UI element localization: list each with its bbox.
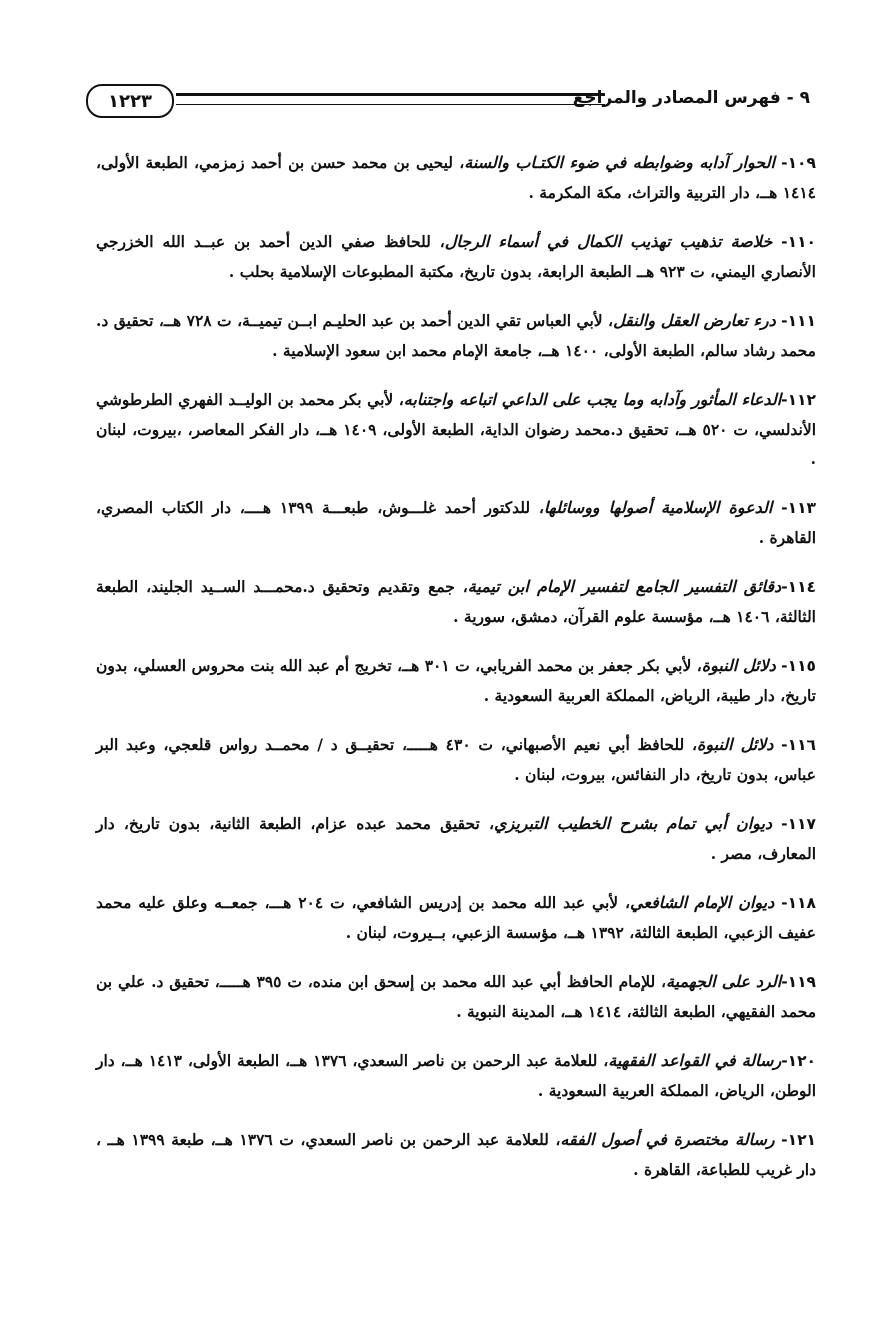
entry-title: ديوان الإمام الشافعي — [630, 892, 775, 912]
entry-number: ١١٩- — [781, 972, 817, 991]
entry-title: دلائل النبوة — [701, 655, 776, 675]
header-rule — [176, 93, 605, 105]
running-header-title: ٩ - فهرس المصادر والمراجع — [572, 88, 810, 108]
entry-details: ، للعلامة عبد الرحمن بن ناصر السعدي، ١٣٧٦ هــ، الطبعة الأولى، ١٤١٣ هــ، دار الوطن، الرياض، المملكة العربية السعودية . — [96, 1050, 816, 1100]
entry-details: ، للعلامة عبد الرحمن بن ناصر السعدي، ت ١٣٧٦ هــ، طبعة ١٣٩٩ هــ ، دار غريب للطباعة، القاهرة . — [96, 1129, 816, 1179]
entry-number: ١١٥- — [775, 656, 816, 675]
entry-details: ، لأبي بكر جعفر بن محمد الفريابي، ت ٣٠١ هــ، تخريج أم عبد الله بنت محروس العسلي، بدون تاريخ، دار طيبة، الرياض، المملكة العربية السعودية . — [96, 655, 816, 705]
entry-number: ١١٨- — [774, 893, 816, 912]
entry-details: ، لأبي عبد الله محمد بن إدريس الشافعي، ت ٢٠٤ هـــ، جمعــه وعلق عليه محمد عفيف الزعبي، الطبعة الثالثة، ١٣٩٢ هــ، مؤسسة الزعبي، بــيروت، لبنان . — [96, 892, 816, 942]
entry-number: ١١٤- — [781, 577, 817, 596]
entry-title: دقائق التفسير الجامع لتفسير الإمام ابن تيمية — [467, 576, 782, 596]
entry-number: ١١٧- — [772, 814, 816, 833]
entry-title: ديوان أبي تمام بشرح الخطيب التبريزي — [493, 813, 773, 833]
entry-title: الدعاء المأثور وآدابه وما يجب على الداعي اتباعه واجتنابه — [403, 389, 782, 409]
bibliography-entry — [96, 967, 816, 1026]
entry-number: ١١٦- — [773, 735, 816, 754]
entry-details: ، لأبي العباس تقي الدين أحمد بن عبد الحليـم ابــن تيميــة، ت ٧٢٨ هــ، تحقيق د. محمد رشاد سالم، الطبعة الأولى، ١٤٠٠ هــ، جامعة الإمام محمد ابن سعود الإسلامية . — [96, 310, 816, 360]
entry-title: رسالة مختصرة في أصول الفقه — [560, 1129, 775, 1149]
entry-details: ، للإمام الحافظ أبي عبد الله محمد بن إسحق ابن منده، ت ٣٩٥ هـــــ، تحقيق د. علي بن محمد الفقيهي، الطبعة الثالثة، ١٤١٤ هــ، المدينة النبوية . — [96, 971, 816, 1021]
entry-details: ، تحقيق محمد عبده عزام، الطبعة الثانية، بدون تاريخ، دار المعارف، مصر . — [96, 813, 816, 863]
bibliography-entry — [96, 385, 816, 473]
entry-number: ١٠٩- — [774, 153, 816, 172]
entry-details: ، للحافظ صفي الدين أحمد بن عبــد الله الخزرجي الأنصاري اليمني، ت ٩٢٣ هــ الطبعة الرابعة، بدون تاريخ، مكتبة المطبوعات الإسلامية بحلب . — [96, 231, 816, 281]
entry-number: ١١١- — [775, 311, 816, 330]
entry-number: ١٢٠- — [781, 1051, 817, 1070]
bibliography-entry — [96, 572, 816, 631]
entry-number: ١١٢- — [781, 390, 816, 409]
entry-title: رسالة في القواعد الفقهية — [608, 1050, 782, 1070]
entry-details: ، لأبي بكر محمد بن الوليــد الفهري الطرطوشي الأندلسي، ت ٥٢٠ هــ، تحقيق د.محمد رضوان الداية، الطبعة الأولى، ١٤٠٩ هــ، دار الفكر المعاصر، ،بيروت، لبنان . — [96, 389, 817, 468]
entry-title: الرد على الجهمية — [666, 971, 782, 991]
bibliography-entry — [96, 888, 816, 947]
entry-title: درء تعارض العقل والنقل — [613, 310, 776, 330]
entry-title: الحوار آدابه وضوابطه في ضوء الكتـاب والسنة — [464, 152, 775, 172]
entry-details: ، للحافظ أبي نعيم الأصبهاني، ت ٤٣٠ هـــــ، تحقيــق د / محمــد رواس قلعجي، وعبد البر عباس، بدون تاريخ، دار النفائس، بيروت، لبنان . — [96, 734, 816, 784]
entry-details: ، جمع وتقديم وتحقيق د.محمـــد الســيد الجليند، الطبعة الثالثة، ١٤٠٦ هــ، مؤسسة علوم القرآن، دمشق، سورية . — [96, 576, 816, 626]
entry-title: خلاصة تذهيب تهذيب الكمال في أسماء الرجال — [444, 231, 773, 251]
page-header — [86, 84, 810, 118]
bibliography-entry — [96, 1046, 816, 1105]
entry-number: ١١٣- — [772, 498, 816, 517]
bibliography-list — [96, 132, 816, 1204]
bibliography-entry — [96, 1125, 816, 1184]
bibliography-entry — [96, 651, 816, 710]
bibliography-entry — [96, 493, 816, 552]
entry-details: ، للدكتور أحمد غلـــوش، طبعـــة ١٣٩٩ هــــ، دار الكتاب المصري، القاهرة . — [96, 497, 816, 547]
page-number-badge: ١٢٢٣ — [86, 84, 174, 118]
bibliography-entry — [96, 809, 816, 868]
entry-title: دلائل النبوة — [697, 734, 774, 754]
bibliography-entry — [96, 730, 816, 789]
entry-details: ، ليحيى بن محمد حسن بن أحمد زمزمي، الطبعة الأولى، ١٤١٤ هــ، دار التربية والتراث، مكة المكرمة . — [96, 152, 816, 202]
entry-number: ١١٠- — [772, 232, 816, 251]
bibliography-entry — [96, 227, 816, 286]
entry-number: ١٢١- — [774, 1130, 816, 1149]
entry-title: الدعوة الإسلامية أصولها ووسائلها — [543, 497, 773, 517]
bibliography-entry — [96, 148, 816, 207]
bibliography-entry — [96, 306, 816, 365]
